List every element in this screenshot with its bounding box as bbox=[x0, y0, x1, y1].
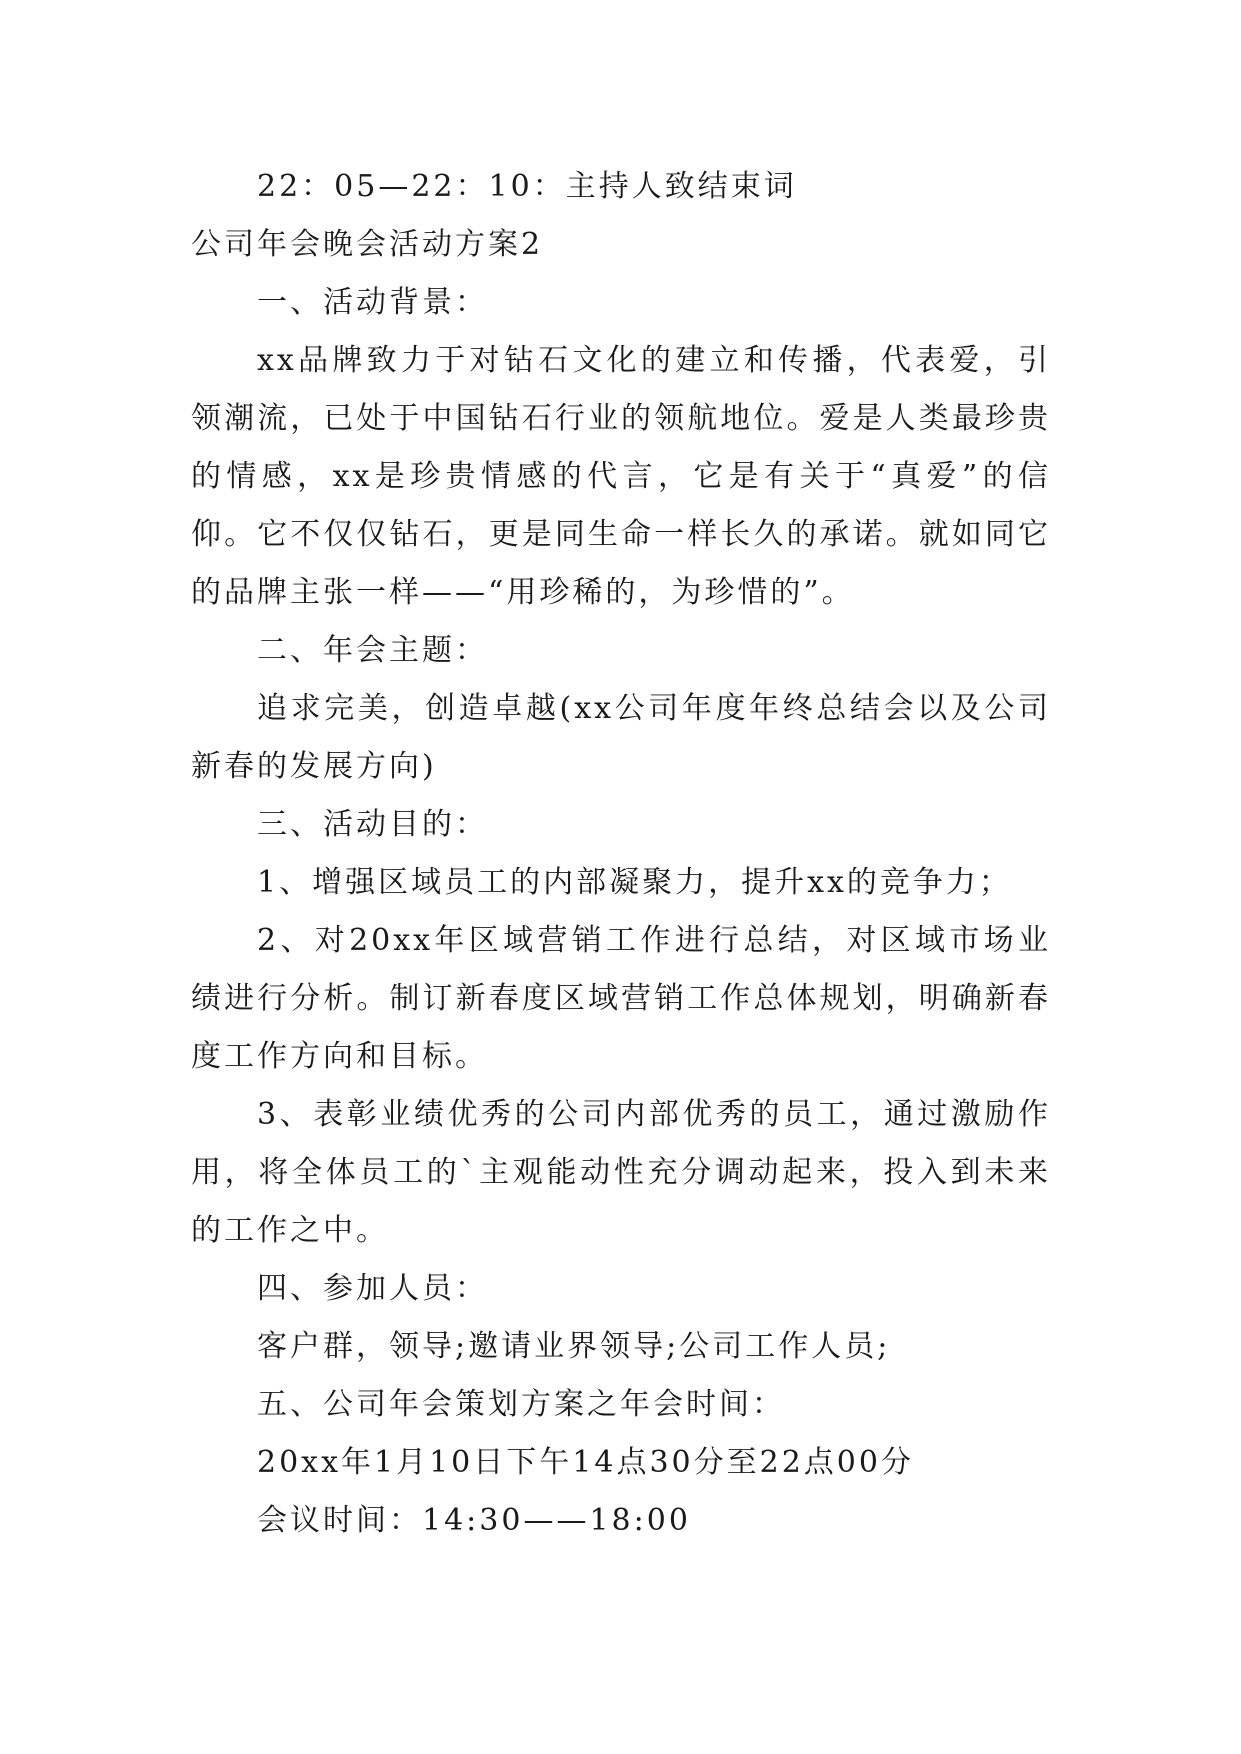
purpose-item-2: 2、对20xx年区域营销工作进行总结，对区域市场业绩进行分析。制订新春度区域营销工作总体规划，明确新春度工作方向和目标。 bbox=[191, 923, 1051, 1074]
meeting-time: 会议时间：14:30——18:00 bbox=[257, 1503, 691, 1538]
heading-background: 一、活动背景： bbox=[257, 285, 488, 320]
section-title: 公司年会晚会活动方案2 bbox=[191, 227, 544, 262]
purpose-item-1: 1、增强区域员工的内部凝聚力，提升xx的竞争力； bbox=[257, 865, 1012, 900]
heading-time: 五、公司年会策划方案之年会时间： bbox=[257, 1387, 785, 1422]
schedule-closing-line: 22：05—22：10：主持人致结束词 bbox=[257, 169, 797, 204]
paragraph-theme: 追求完美，创造卓越(xx公司年度年终总结会以及公司新春的发展方向) bbox=[191, 691, 1051, 784]
document-body bbox=[191, 158, 1051, 1550]
heading-participants: 四、参加人员： bbox=[257, 1271, 488, 1306]
heading-theme: 二、年会主题： bbox=[257, 633, 488, 668]
event-date-range: 20xx年1月10日下午14点30分至22点00分 bbox=[257, 1445, 914, 1480]
purpose-item-3: 3、表彰业绩优秀的公司内部优秀的员工，通过激励作用，将全体员工的`主观能动性充分调动起来，投入到未来的工作之中。 bbox=[191, 1097, 1051, 1248]
participants-list: 客户群，领导;邀请业界领导;公司工作人员; bbox=[257, 1329, 891, 1364]
paragraph-background: xx品牌致力于对钻石文化的建立和传播，代表爱，引领潮流，已处于中国钻石行业的领航地位。爱是人类最珍贵的情感，xx是珍贵情感的代言，它是有关于“真爱”的信仰。它不仅仅钻石，更是同生命一样长久的承诺。就如同它的品牌主张一样——“用珍稀的，为珍惜的”。 bbox=[191, 343, 1051, 610]
heading-purpose: 三、活动目的： bbox=[257, 807, 488, 842]
